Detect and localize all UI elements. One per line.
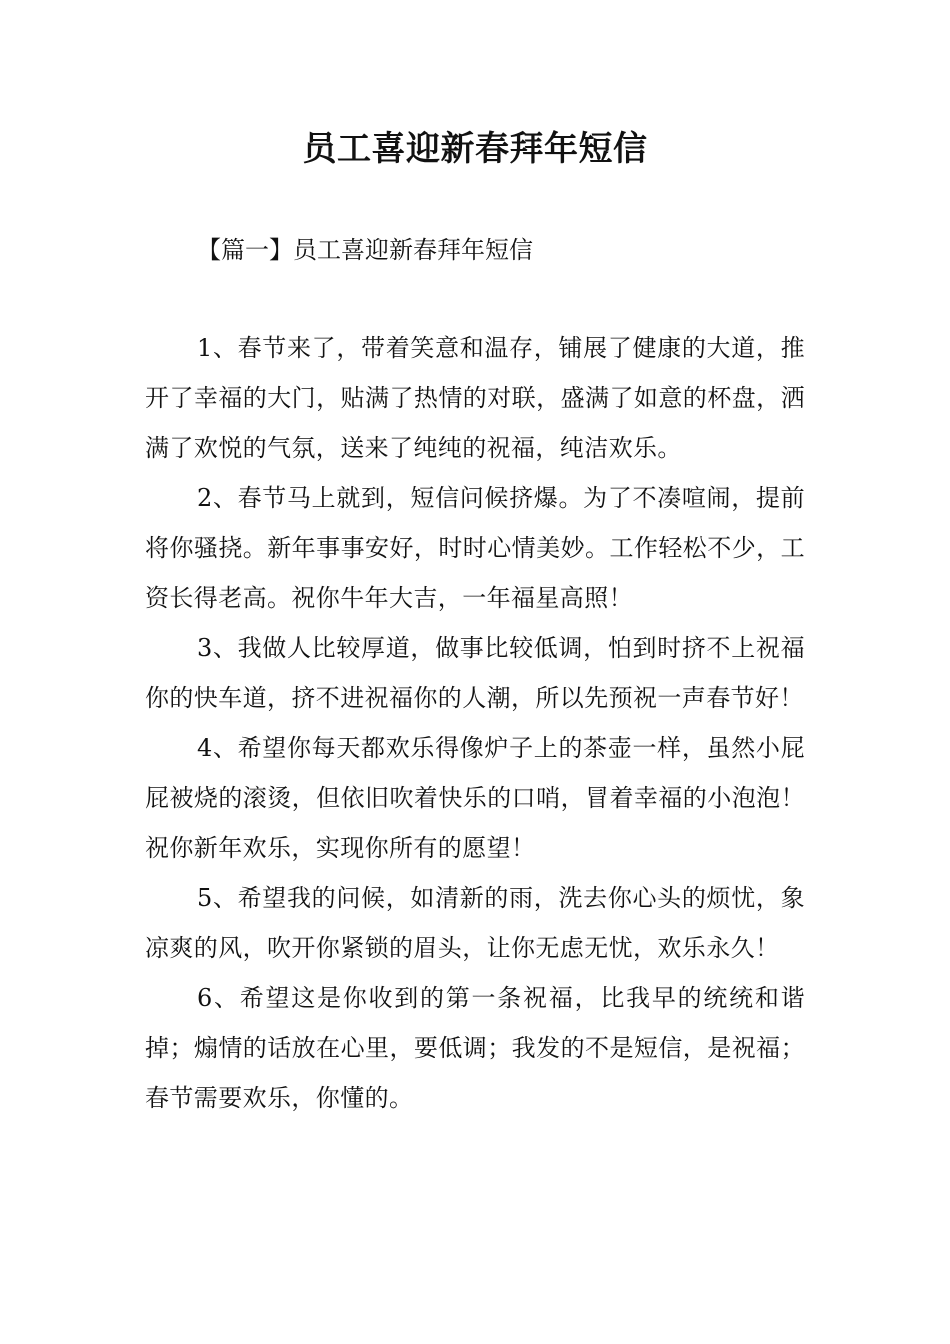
- paragraph-6: 6、希望这是你收到的第一条祝福，比我早的统统和谐掉；煽情的话放在心里，要低调；我发的不是短信，是祝福；春节需要欢乐，你懂的。: [145, 984, 805, 1112]
- paragraph-3: 3、我做人比较厚道，做事比较低调，怕到时挤不上祝福你的快车道，挤不进祝福你的人潮，所以先预祝一声春节好！: [145, 634, 805, 712]
- document-body: [145, 323, 805, 1123]
- paragraph-1: 1、春节来了，带着笑意和温存，铺展了健康的大道，推开了幸福的大门，贴满了热情的对联，盛满了如意的杯盘，洒满了欢悦的气氛，送来了纯纯的祝福，纯洁欢乐。: [145, 334, 805, 462]
- document-title: 员工喜迎新春拜年短信: [302, 129, 648, 169]
- paragraph-5: 5、希望我的问候，如清新的雨，洗去你心头的烦忧，象凉爽的风，吹开你紧锁的眉头，让你无虑无忧，欢乐永久！: [145, 884, 805, 962]
- paragraph-4: 4、希望你每天都欢乐得像炉子上的茶壶一样，虽然小屁屁被烧的滚烫，但依旧吹着快乐的口哨，冒着幸福的小泡泡！祝你新年欢乐，实现你所有的愿望！: [145, 734, 805, 862]
- paragraph-2: 2、春节马上就到，短信问候挤爆。为了不凑喧闹，提前将你骚挠。新年事事安好，时时心情美妙。工作轻松不少，工资长得老高。祝你牛年大吉，一年福星高照！: [145, 484, 805, 612]
- section-heading: 【篇一】员工喜迎新春拜年短信: [197, 236, 533, 264]
